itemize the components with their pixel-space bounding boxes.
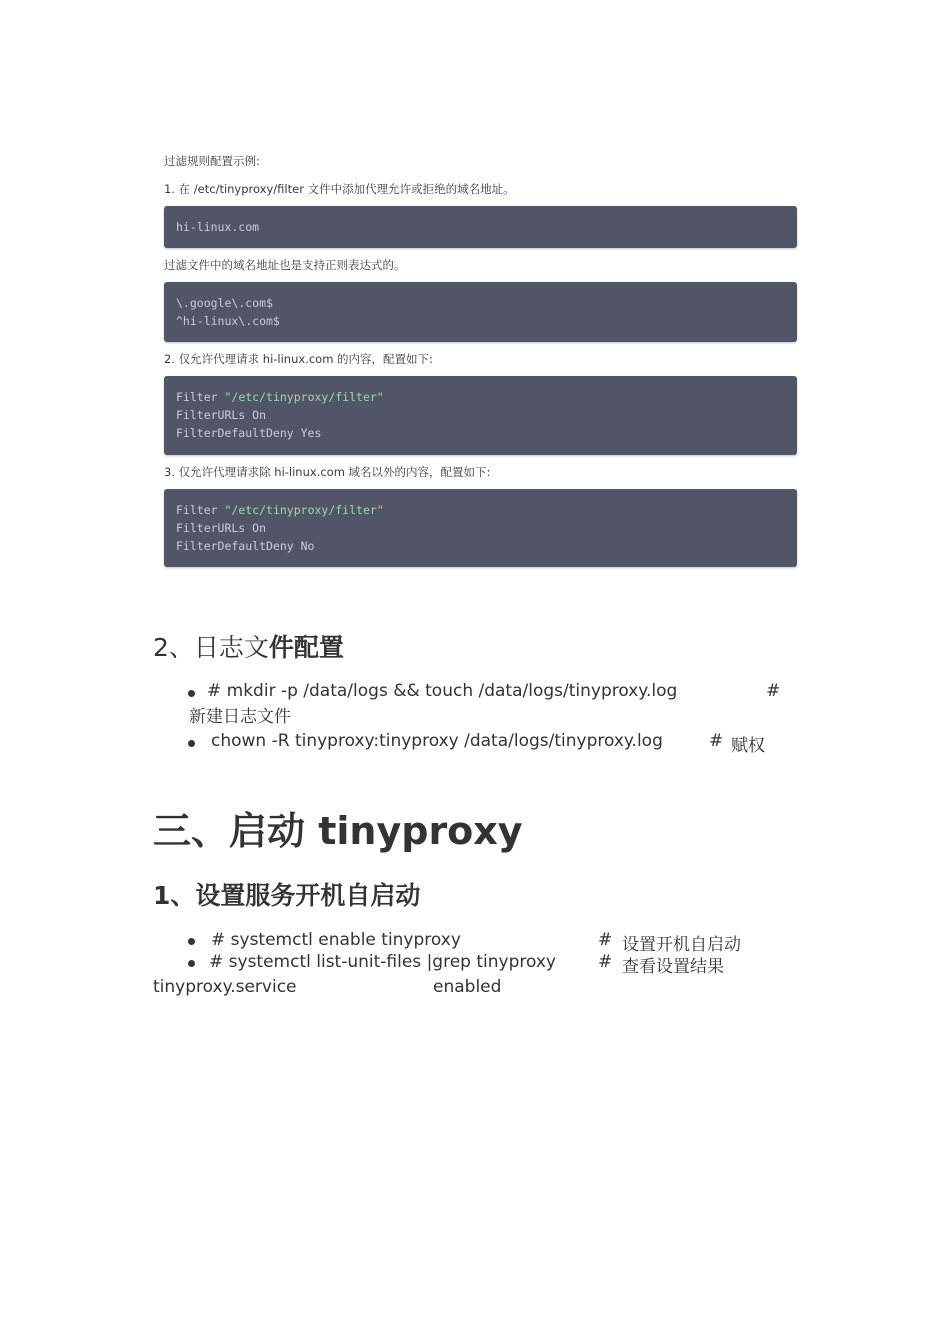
- code-block-deny: [164, 489, 797, 567]
- bullet-icon: [188, 740, 195, 747]
- bullet-icon: [188, 938, 195, 945]
- start-tinyproxy-heading: 三、启动 tinyproxy: [153, 809, 523, 853]
- code-string: "/etc/tinyproxy/filter": [224, 503, 384, 517]
- code-keyword: Filter: [176, 390, 218, 404]
- result-service-name: tinyproxy.service: [153, 977, 297, 997]
- systemctl-enable-hash: #: [598, 930, 613, 950]
- regex-note: 过滤文件中的域名地址也是支持正则表达式的。: [164, 258, 406, 272]
- systemctl-enable-comment: 设置开机自启动: [622, 935, 741, 955]
- code-block-regex: [164, 282, 797, 342]
- log-mkdir-comment: 新建日志文件: [189, 707, 291, 727]
- code-line: FilterDefaultDeny No: [176, 539, 315, 553]
- code-block-domain: [164, 206, 797, 248]
- code-line: FilterURLs On: [176, 408, 267, 422]
- systemctl-list-comment: 查看设置结果: [622, 957, 724, 977]
- systemctl-list-hash: #: [598, 952, 613, 972]
- code-line: [176, 388, 785, 406]
- code-line: hi-linux.com: [176, 220, 260, 234]
- filter-step-1: 1. 在 /etc/tinyproxy/filter 文件中添加代理允许或拒绝的域名地址。: [164, 182, 515, 196]
- filter-intro: 过滤规则配置示例:: [164, 154, 260, 168]
- autostart-heading: 1、设置服务开机自启动: [153, 881, 421, 910]
- result-service-state: enabled: [433, 977, 502, 997]
- code-line: ^hi-linux\.com$: [176, 314, 280, 328]
- code-line: FilterDefaultDeny Yes: [176, 426, 322, 440]
- code-line: [176, 501, 785, 519]
- filter-step-3: 3. 仅允许代理请求除 hi-linux.com 域名以外的内容，配置如下:: [164, 465, 491, 479]
- filter-step-2: 2. 仅允许代理请求 hi-linux.com 的内容，配置如下:: [164, 352, 433, 366]
- bullet-icon: [188, 960, 195, 967]
- heading-prefix: 2、: [153, 633, 194, 662]
- heading-bold: 件配置: [268, 633, 344, 662]
- code-line: \.google\.com$: [176, 296, 273, 310]
- log-chown-comment: 赋权: [731, 736, 765, 756]
- heading-light: 日志文: [193, 633, 269, 662]
- log-mkdir-command: # mkdir -p /data/logs && touch /data/logs/tinyproxy.log: [207, 681, 678, 701]
- code-line: FilterURLs On: [176, 521, 267, 535]
- systemctl-enable-command: # systemctl enable tinyproxy: [211, 930, 461, 950]
- log-chown-command: chown -R tinyproxy:tinyproxy /data/logs/tinyproxy.log: [211, 731, 663, 751]
- code-block-allow: [164, 376, 797, 455]
- systemctl-list-command: # systemctl list-unit-files |grep tinyproxy: [209, 952, 556, 972]
- log-chown-hash: #: [709, 731, 724, 751]
- code-keyword: Filter: [176, 503, 218, 517]
- log-config-heading: [153, 628, 344, 664]
- bullet-icon: [188, 690, 195, 697]
- code-string: "/etc/tinyproxy/filter": [224, 390, 384, 404]
- log-mkdir-hash: #: [766, 681, 781, 701]
